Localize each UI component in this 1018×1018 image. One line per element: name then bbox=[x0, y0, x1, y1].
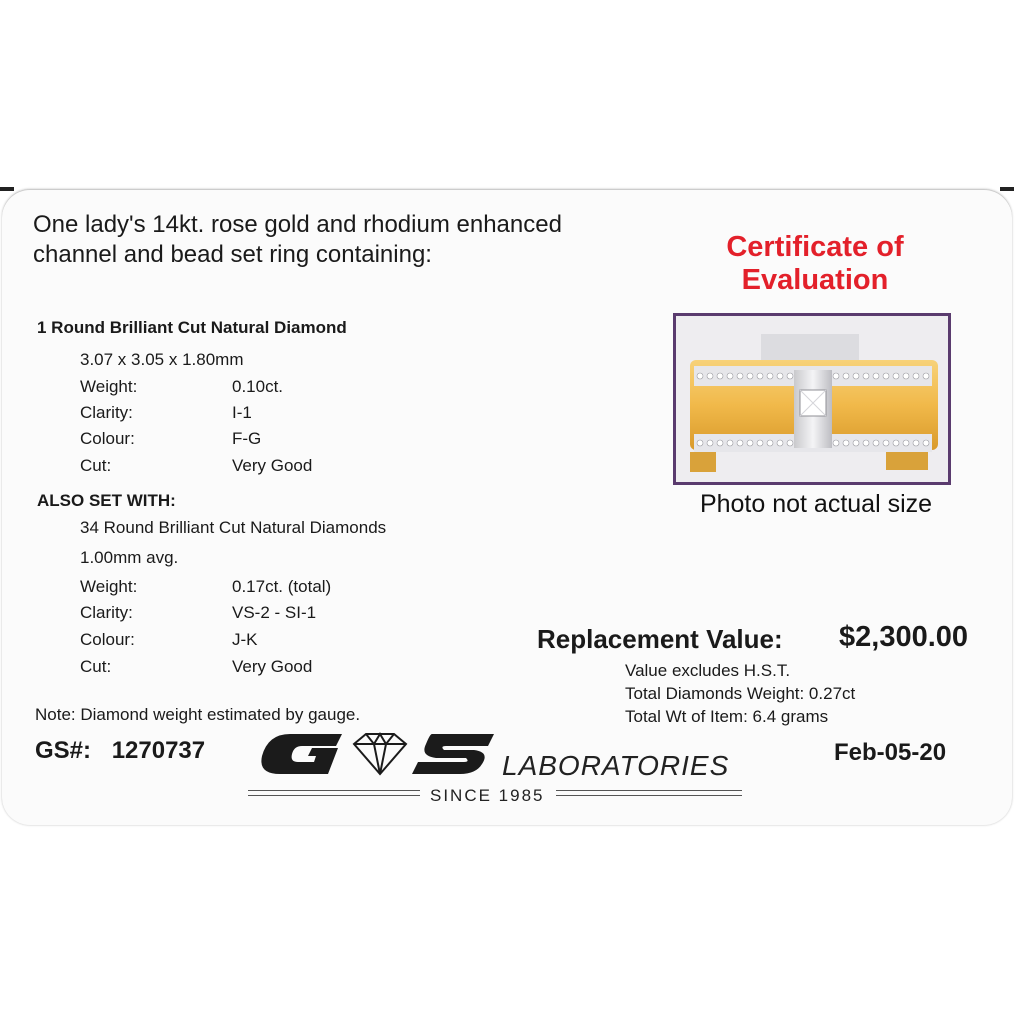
center-colour-value: F-G bbox=[232, 429, 262, 448]
side-colour-value: J-K bbox=[232, 630, 258, 649]
center-colour-label: Colour: bbox=[80, 429, 135, 448]
gs-logo bbox=[250, 730, 500, 780]
gs-logo-graphic bbox=[250, 730, 500, 780]
side-stones-line-2: 1.00mm avg. bbox=[80, 548, 179, 567]
center-stone-dimensions: 3.07 x 3.05 x 1.80mm bbox=[80, 350, 244, 369]
gauge-note: Note: Diamond weight estimated by gauge. bbox=[35, 705, 361, 724]
center-cut-value: Very Good bbox=[232, 456, 313, 475]
certificate-date: Feb-05-20 bbox=[834, 739, 947, 766]
gs-number bbox=[35, 737, 205, 765]
photo-caption: Photo not actual size bbox=[699, 490, 933, 518]
side-clarity-label: Clarity: bbox=[80, 603, 133, 622]
center-weight-label: Weight: bbox=[80, 377, 138, 396]
side-weight-value: 0.17ct. (total) bbox=[232, 577, 332, 596]
hst-note: Value excludes H.S.T. bbox=[625, 661, 791, 680]
ring-photo bbox=[673, 313, 951, 485]
side-stones-heading: ALSO SET WITH: bbox=[37, 491, 176, 510]
certificate-title-line-2: Evaluation bbox=[741, 264, 889, 296]
side-clarity-value: VS-2 - SI-1 bbox=[232, 603, 317, 622]
ring-image bbox=[676, 316, 948, 482]
center-clarity-label: Clarity: bbox=[80, 403, 133, 422]
replacement-value-label: Replacement Value: bbox=[537, 624, 783, 654]
logo-rule-left-bottom bbox=[248, 795, 420, 796]
since-label: SINCE 1985 bbox=[430, 786, 545, 805]
ring-description bbox=[33, 210, 562, 270]
gs-value: 1270737 bbox=[111, 737, 206, 764]
center-stone-heading: 1 Round Brilliant Cut Natural Diamond bbox=[37, 318, 347, 337]
logo-rule-right-bottom bbox=[556, 795, 742, 796]
center-weight-value: 0.10ct. bbox=[232, 377, 284, 396]
certificate-title-line-1: Certificate of bbox=[726, 231, 904, 263]
side-colour-label: Colour: bbox=[80, 630, 135, 649]
center-clarity-value: I-1 bbox=[232, 403, 252, 422]
replacement-value: $2,300.00 bbox=[839, 621, 969, 653]
side-weight-label: Weight: bbox=[80, 577, 138, 596]
description-line-2: channel and bead set ring containing: bbox=[33, 241, 432, 268]
logo-rule-right-top bbox=[556, 790, 742, 791]
total-diamonds-weight: Total Diamonds Weight: 0.27ct bbox=[625, 684, 856, 703]
side-stones-line-1: 34 Round Brilliant Cut Natural Diamonds bbox=[80, 518, 387, 537]
total-item-weight: Total Wt of Item: 6.4 grams bbox=[625, 707, 829, 726]
laboratories-wordmark: LABORATORIES bbox=[502, 750, 730, 781]
gs-label: GS#: bbox=[35, 737, 92, 764]
description-line-1: One lady's 14kt. rose gold and rhodium enhanced bbox=[33, 211, 562, 238]
certificate-title bbox=[660, 231, 970, 297]
logo-rule-left-top bbox=[248, 790, 420, 791]
side-cut-label: Cut: bbox=[80, 657, 112, 676]
side-cut-value: Very Good bbox=[232, 657, 313, 676]
center-cut-label: Cut: bbox=[80, 456, 112, 475]
